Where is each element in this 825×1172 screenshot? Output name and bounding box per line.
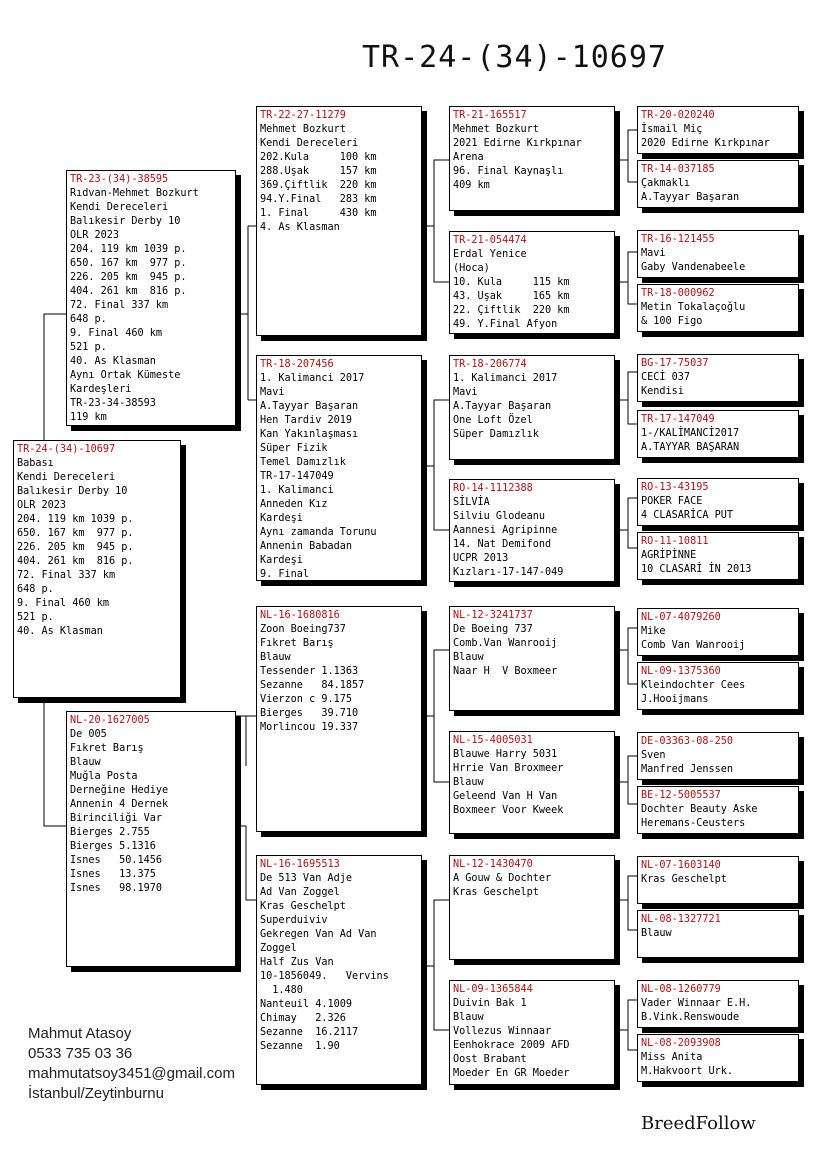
pedigree-title: TR-24-(34)-10697 bbox=[362, 40, 667, 75]
pigeon-info-line: 4 CLASARİCA PUT bbox=[641, 510, 734, 521]
pigeon-info-line: CECİ 037 bbox=[641, 372, 691, 383]
pigeon-info-line: 40. As Klasman bbox=[70, 356, 156, 367]
pigeon-info-line: 119 km bbox=[70, 412, 107, 423]
ring-number: RO-14-1112388 bbox=[453, 483, 533, 494]
pigeon-info-line: Temel Damızlık bbox=[260, 457, 346, 468]
ring-number: TR-21-054474 bbox=[453, 235, 527, 246]
pigeon-info-line: Fıkret Barış bbox=[260, 638, 334, 649]
pigeon-card-g8 bbox=[637, 532, 799, 580]
pigeon-info-line: 369.Çiftlik 220 km bbox=[260, 180, 377, 191]
pigeon-info-line: Metin Tokalaçoğlu bbox=[641, 302, 746, 313]
pigeon-card-dds bbox=[449, 855, 615, 960]
pigeon-info-line: TR-23-34-38593 bbox=[70, 398, 156, 409]
pigeon-info-line: Isnes 50.1456 bbox=[70, 855, 163, 866]
pigeon-info-line: Süper Damızlık bbox=[453, 429, 539, 440]
pigeon-info-line: One Loft Özel bbox=[453, 415, 533, 426]
pigeon-info-line: İsmail Miç bbox=[641, 124, 703, 135]
ring-number: DE-03363-08-250 bbox=[641, 736, 734, 747]
ring-number: TR-24-(34)-10697 bbox=[17, 444, 116, 455]
pigeon-info-line: Heremans-Ceusters bbox=[641, 818, 746, 829]
pigeon-info-line: 521 p. bbox=[70, 342, 107, 353]
pigeon-info-line: Babası bbox=[17, 458, 54, 469]
pigeon-info-line: 204. 119 km 1039 p. bbox=[17, 514, 134, 525]
pigeon-info-line: Vierzon c 9.175 bbox=[260, 694, 353, 705]
pigeon-card-dsd bbox=[449, 731, 615, 834]
ring-number: NL-16-1695513 bbox=[260, 859, 340, 870]
pigeon-info-line: Arena bbox=[453, 152, 484, 163]
pigeon-info-line: 202.Kula 100 km bbox=[260, 152, 377, 163]
pigeon-info-line: 409 km bbox=[453, 180, 490, 191]
pigeon-info-line: Blauw bbox=[453, 1012, 484, 1023]
pigeon-info-line: TR-17-147049 bbox=[260, 471, 334, 482]
ring-number: BG-17-75037 bbox=[641, 358, 709, 369]
pigeon-card-g9 bbox=[637, 608, 799, 656]
pigeon-info-line: Muğla Posta bbox=[70, 771, 138, 782]
pigeon-info-line: Blauw bbox=[260, 652, 291, 663]
ring-number: RO-11-10811 bbox=[641, 536, 709, 547]
pigeon-info-line: Half Zus Van bbox=[260, 957, 334, 968]
pigeon-info-line: 10. Kula 115 km bbox=[453, 277, 570, 288]
ring-number: RO-13-43195 bbox=[641, 482, 709, 493]
pigeon-info-line: A.Tayyar Başaran bbox=[453, 401, 552, 412]
pigeon-info-line: 2020 Edirne Kırkpınar bbox=[641, 138, 770, 149]
pigeon-info-line: M.Hakvoort Urk. bbox=[641, 1066, 734, 1077]
pigeon-info-line: Zoon Boeing737 bbox=[260, 624, 346, 635]
pigeon-info-line: Kardeşi bbox=[260, 513, 303, 524]
pigeon-info-line: Vader Winnaar E.H. bbox=[641, 998, 752, 1009]
pigeon-card-g6 bbox=[637, 410, 799, 458]
pigeon-info-line: Aannesi Agripinne bbox=[453, 525, 558, 536]
pigeon-info-line: Rıdvan-Mehmet Bozkurt bbox=[70, 188, 199, 199]
pigeon-info-line: A.Tayyar Başaran bbox=[260, 401, 359, 412]
pigeon-card-g10 bbox=[637, 662, 799, 710]
pigeon-info-line: Mehmet Bozkurt bbox=[260, 124, 346, 135]
pigeon-card-dd bbox=[256, 855, 422, 1085]
pigeon-card-subject bbox=[13, 440, 181, 698]
ring-number: NL-15-4005031 bbox=[453, 735, 533, 746]
pigeon-info-line: Çakmaklı bbox=[641, 178, 691, 189]
pigeon-info-line: Manfred Jenssen bbox=[641, 764, 734, 775]
brand-name: BreedFollow bbox=[641, 1113, 756, 1134]
ring-number: TR-23-(34)-38595 bbox=[70, 174, 169, 185]
pigeon-info-line: Isnes 13.375 bbox=[70, 869, 156, 880]
pigeon-info-line: Superduiviv bbox=[260, 915, 328, 926]
pigeon-info-line: 1.480 bbox=[260, 985, 303, 996]
pigeon-card-dss bbox=[449, 606, 615, 711]
ring-number: TR-18-207456 bbox=[260, 359, 334, 370]
pigeon-card-g16 bbox=[637, 1034, 799, 1082]
pigeon-info-line: A Gouw & Dochter bbox=[453, 873, 552, 884]
pigeon-card-ddd bbox=[449, 980, 615, 1085]
ring-number: NL-12-3241737 bbox=[453, 610, 533, 621]
pigeon-info-line: Miss Anita bbox=[641, 1052, 703, 1063]
pigeon-info-line: OLR 2023 bbox=[17, 500, 67, 511]
pigeon-info-line: Dochter Beauty Aske bbox=[641, 804, 758, 815]
pigeon-info-line: De 513 Van Adje bbox=[260, 873, 353, 884]
ring-number: NL-08-1260779 bbox=[641, 984, 721, 995]
pigeon-info-line: Mike bbox=[641, 626, 666, 637]
pigeon-info-line: Bierges 39.710 bbox=[260, 708, 359, 719]
pigeon-info-line: Kardeşi bbox=[260, 555, 303, 566]
pigeon-info-line: De 005 bbox=[70, 729, 107, 740]
ring-number: NL-09-1365844 bbox=[453, 984, 533, 995]
pigeon-card-g5 bbox=[637, 354, 799, 402]
pigeon-info-line: Isnes 98.1970 bbox=[70, 883, 163, 894]
pigeon-info-line: POKER FACE bbox=[641, 496, 703, 507]
pigeon-info-line: Kleindochter Cees bbox=[641, 680, 746, 691]
ring-number: NL-08-1327721 bbox=[641, 914, 721, 925]
pigeon-info-line: 10-1856049. Vervins bbox=[260, 971, 389, 982]
pigeon-info-line: Blauw bbox=[641, 928, 672, 939]
pigeon-card-sdd bbox=[449, 479, 615, 582]
pigeon-info-line: Anneden Kız bbox=[260, 499, 328, 510]
ring-number: TR-20-020240 bbox=[641, 110, 715, 121]
pigeon-info-line: AGRİPİNNE bbox=[641, 550, 697, 561]
pigeon-info-line: 14. Nat Demifond bbox=[453, 539, 552, 550]
pigeon-info-line: Blauw bbox=[453, 652, 484, 663]
pigeon-info-line: De Boeing 737 bbox=[453, 624, 533, 635]
pigeon-info-line: 1. Final 430 km bbox=[260, 208, 377, 219]
pigeon-info-line: Gaby Vandenabeele bbox=[641, 262, 746, 273]
pigeon-info-line: 648 p. bbox=[17, 584, 54, 595]
ring-number: TR-17-147049 bbox=[641, 414, 715, 425]
pigeon-info-line: Zoggel bbox=[260, 943, 297, 954]
pigeon-info-line: Vollezus Winnaar bbox=[453, 1026, 552, 1037]
pigeon-info-line: Comb.Van Wanrooij bbox=[453, 638, 558, 649]
contact-block bbox=[28, 1024, 235, 1104]
ring-number: NL-07-1603140 bbox=[641, 860, 721, 871]
pigeon-card-g14 bbox=[637, 910, 799, 958]
ring-number: TR-14-037185 bbox=[641, 164, 715, 175]
pigeon-card-sire bbox=[66, 170, 236, 426]
pigeon-info-line: (Hoca) bbox=[453, 263, 490, 274]
pigeon-info-line: Mavi bbox=[260, 387, 285, 398]
ring-number: NL-16-1680816 bbox=[260, 610, 340, 621]
ring-number: NL-07-4079260 bbox=[641, 612, 721, 623]
pigeon-info-line: Aynı zamanda Torunu bbox=[260, 527, 377, 538]
pigeon-info-line: 521 p. bbox=[17, 612, 54, 623]
pigeon-info-line: Ad Van Zoggel bbox=[260, 887, 340, 898]
pigeon-info-line: Geleend Van H Van bbox=[453, 791, 558, 802]
pigeon-card-g13 bbox=[637, 856, 799, 904]
pigeon-info-line: Kras Geschelpt bbox=[453, 887, 539, 898]
ring-number: TR-21-165517 bbox=[453, 110, 527, 121]
contact-location: İstanbul/Zeytinburnu bbox=[28, 1085, 164, 1102]
pigeon-info-line: 404. 261 km 816 p. bbox=[70, 286, 187, 297]
contact-phone: 0533 735 03 36 bbox=[28, 1045, 133, 1062]
pigeon-info-line: Süper Fizik bbox=[260, 443, 328, 454]
pigeon-info-line: Naar H V Boxmeer bbox=[453, 666, 558, 677]
pigeon-info-line: 226. 205 km 945 p. bbox=[17, 542, 134, 553]
pigeon-card-sss bbox=[449, 106, 615, 211]
pigeon-info-line: 288.Uşak 157 km bbox=[260, 166, 377, 177]
pigeon-info-line: 1. Kalimanci 2017 bbox=[260, 373, 365, 384]
ring-number: BE-12-5005537 bbox=[641, 790, 721, 801]
pigeon-info-line: Moeder En GR Moeder bbox=[453, 1068, 570, 1079]
ring-number: TR-18-000962 bbox=[641, 288, 715, 299]
pigeon-info-line: 1-/KALİMANCİ2017 bbox=[641, 428, 740, 439]
pigeon-info-line: 72. Final 337 km bbox=[70, 300, 169, 311]
pigeon-card-ss bbox=[256, 106, 422, 336]
pigeon-info-line: Kendisi bbox=[641, 386, 684, 397]
pigeon-info-line: Sven bbox=[641, 750, 666, 761]
pigeon-info-line: UCPR 2013 bbox=[453, 553, 509, 564]
pigeon-info-line: 94.Y.Final 283 km bbox=[260, 194, 377, 205]
pigeon-card-ssd bbox=[449, 231, 615, 334]
pigeon-info-line: SİLVİA bbox=[453, 497, 490, 508]
pigeon-card-g1 bbox=[637, 106, 799, 154]
pigeon-info-line: Boxmeer Voor Kweek bbox=[453, 805, 564, 816]
pigeon-info-line: Hen Tardiv 2019 bbox=[260, 415, 353, 426]
pigeon-info-line: Kras Geschelpt bbox=[260, 901, 346, 912]
pigeon-info-line: Kras Geschelpt bbox=[641, 874, 727, 885]
pigeon-info-line: Kendi Dereceleri bbox=[260, 138, 359, 149]
pigeon-card-g3 bbox=[637, 230, 799, 278]
pigeon-info-line: 43. Uşak 165 km bbox=[453, 291, 570, 302]
pigeon-info-line: Derneğine Hediye bbox=[70, 785, 169, 796]
pigeon-info-line: 1. Kalimanci bbox=[260, 485, 334, 496]
ring-number: NL-12-1430470 bbox=[453, 859, 533, 870]
pigeon-info-line: OLR 2023 bbox=[70, 230, 120, 241]
pigeon-card-g11 bbox=[637, 732, 799, 780]
pigeon-info-line: Balıkesir Derby 10 bbox=[70, 216, 181, 227]
pigeon-info-line: Kan Yakınlaşması bbox=[260, 429, 359, 440]
pigeon-info-line: Bierges 2.755 bbox=[70, 827, 150, 838]
pigeon-info-line: Annenin Babadan bbox=[260, 541, 353, 552]
pigeon-info-line: Gekregen Van Ad Van bbox=[260, 929, 377, 940]
pigeon-card-g12 bbox=[637, 786, 799, 834]
pigeon-info-line: 49. Y.Final Afyon bbox=[453, 319, 558, 330]
pigeon-info-line: Comb Van Wanrooij bbox=[641, 640, 746, 651]
pigeon-info-line: Sezanne 1.90 bbox=[260, 1041, 340, 1052]
pigeon-info-line: Fıkret Barış bbox=[70, 743, 144, 754]
pigeon-info-line: & 100 Figo bbox=[641, 316, 703, 327]
pigeon-info-line: Tessender 1.1363 bbox=[260, 666, 359, 677]
pigeon-info-line: Eenhokrace 2009 AFD bbox=[453, 1040, 570, 1051]
pigeon-info-line: Erdal Yenice bbox=[453, 249, 527, 260]
pigeon-info-line: 1. Kalimanci 2017 bbox=[453, 373, 558, 384]
pigeon-info-line: Nanteuil 4.1009 bbox=[260, 999, 353, 1010]
pigeon-card-dam bbox=[66, 711, 236, 967]
pigeon-info-line: 10 CLASARİ İN 2013 bbox=[641, 564, 752, 575]
pigeon-info-line: Balıkesir Derby 10 bbox=[17, 486, 128, 497]
pigeon-info-line: Kendi Dereceleri bbox=[17, 472, 116, 483]
pigeon-info-line: 22. Çiftlik 220 km bbox=[453, 305, 570, 316]
pigeon-info-line: 650. 167 km 977 p. bbox=[70, 258, 187, 269]
pigeon-info-line: Sezanne 16.2117 bbox=[260, 1027, 359, 1038]
pigeon-info-line: Kardeşleri bbox=[70, 384, 132, 395]
pigeon-card-g2 bbox=[637, 160, 799, 208]
pigeon-info-line: J.Hooijmans bbox=[641, 694, 709, 705]
pigeon-info-line: A.Tayyar Başaran bbox=[641, 192, 740, 203]
pigeon-info-line: 40. As Klasman bbox=[17, 626, 103, 637]
pigeon-info-line: Blauw bbox=[70, 757, 101, 768]
pigeon-info-line: B.Vink.Renswoude bbox=[641, 1012, 740, 1023]
pigeon-info-line: 9. Final bbox=[260, 569, 310, 580]
pigeon-info-line: Blauw bbox=[453, 777, 484, 788]
pigeon-info-line: 226. 205 km 945 p. bbox=[70, 272, 187, 283]
pigeon-card-g15 bbox=[637, 980, 799, 1028]
pigeon-info-line: 404. 261 km 816 p. bbox=[17, 556, 134, 567]
pigeon-info-line: Birinciliği Var bbox=[70, 813, 163, 824]
pigeon-info-line: Kızları-17-147-049 bbox=[453, 567, 564, 578]
pigeon-card-g4 bbox=[637, 284, 799, 332]
ring-number: NL-20-1627005 bbox=[70, 715, 150, 726]
ring-number: TR-18-206774 bbox=[453, 359, 527, 370]
contact-email[interactable]: mahmutatsoy3451@gmail.com bbox=[28, 1065, 235, 1082]
pigeon-info-line: Mavi bbox=[641, 248, 666, 259]
pigeon-info-line: Duivin Bak 1 bbox=[453, 998, 527, 1009]
pigeon-info-line: 650. 167 km 977 p. bbox=[17, 528, 134, 539]
pigeon-info-line: Aynı Ortak Kümeste bbox=[70, 370, 181, 381]
pigeon-info-line: Oost Brabant bbox=[453, 1054, 527, 1065]
pigeon-info-line: 72. Final 337 km bbox=[17, 570, 116, 581]
pigeon-info-line: 4. As Klasman bbox=[260, 222, 340, 233]
pigeon-info-line: Morlincou 19.337 bbox=[260, 722, 359, 733]
ring-number: NL-08-2093908 bbox=[641, 1038, 721, 1049]
pigeon-info-line: A.TAYYAR BAŞARAN bbox=[641, 442, 740, 453]
pigeon-info-line: Kendi Dereceleri bbox=[70, 202, 169, 213]
pigeon-info-line: Silviu Glodeanu bbox=[453, 511, 546, 522]
pigeon-info-line: Hrrie Van Broxmeer bbox=[453, 763, 564, 774]
pigeon-info-line: Sezanne 84.1857 bbox=[260, 680, 365, 691]
pigeon-info-line: 2021 Edirne Kırkpınar bbox=[453, 138, 582, 149]
pigeon-info-line: 9. Final 460 km bbox=[17, 598, 110, 609]
ring-number: TR-16-121455 bbox=[641, 234, 715, 245]
pigeon-info-line: Bierges 5.1316 bbox=[70, 841, 156, 852]
pigeon-info-line: Mavi bbox=[453, 387, 478, 398]
pigeon-info-line: 648 p. bbox=[70, 314, 107, 325]
pigeon-card-sd bbox=[256, 355, 422, 581]
pigeon-info-line: Annenin 4 Dernek bbox=[70, 799, 169, 810]
ring-number: TR-22-27-11279 bbox=[260, 110, 346, 121]
contact-name: Mahmut Atasoy bbox=[28, 1025, 132, 1042]
pigeon-info-line: Blauwe Harry 5031 bbox=[453, 749, 558, 760]
pigeon-info-line: 204. 119 km 1039 p. bbox=[70, 244, 187, 255]
pigeon-card-ds bbox=[256, 606, 422, 832]
pigeon-info-line: 9. Final 460 km bbox=[70, 328, 163, 339]
pigeon-card-sds bbox=[449, 355, 615, 460]
pigeon-info-line: 96. Final Kaynaşlı bbox=[453, 166, 564, 177]
pigeon-info-line: Mehmet Bozkurt bbox=[453, 124, 539, 135]
pigeon-card-g7 bbox=[637, 478, 799, 526]
pigeon-info-line: Chimay 2.326 bbox=[260, 1013, 346, 1024]
ring-number: NL-09-1375360 bbox=[641, 666, 721, 677]
